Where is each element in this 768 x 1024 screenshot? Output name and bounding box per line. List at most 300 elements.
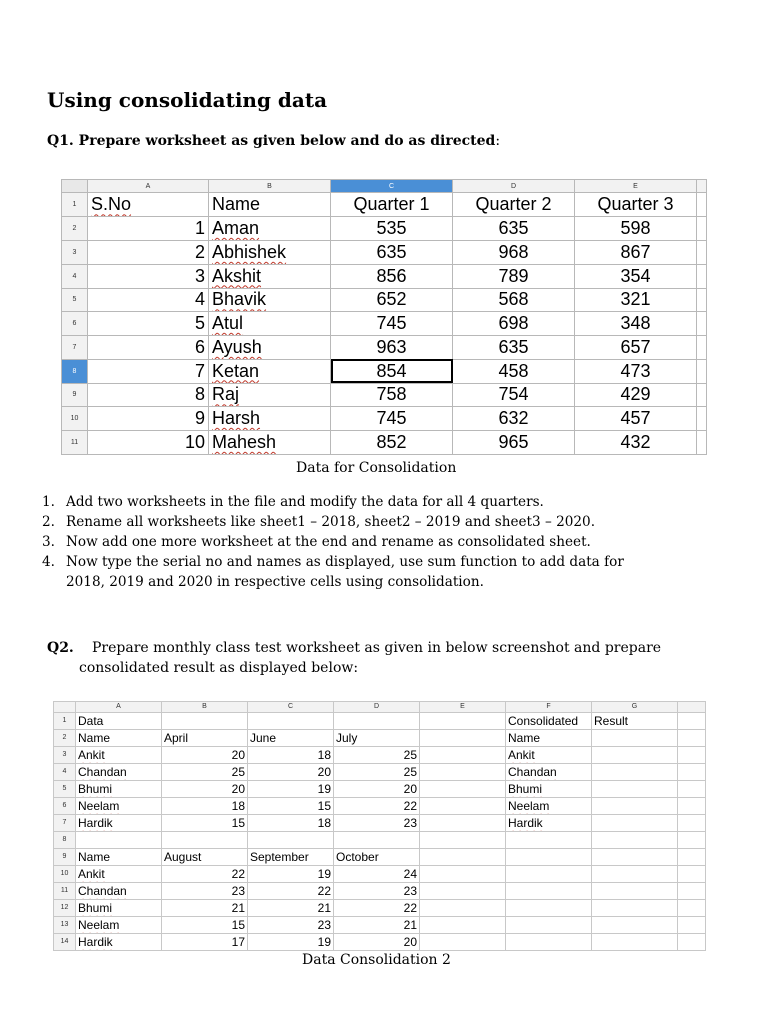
table-cell[interactable] (420, 849, 506, 866)
table-cell[interactable] (592, 849, 678, 866)
row-header-2[interactable]: 2 (62, 217, 88, 241)
cell-text: Bhavik (212, 289, 267, 310)
table-cell[interactable] (162, 815, 248, 832)
table-cell[interactable] (331, 240, 453, 264)
table-cell[interactable] (506, 747, 592, 764)
cell-text: 432 (620, 432, 651, 453)
instruction-text: Rename all worksheets like sheet1 – 2018, sheet2 – 2019 and sheet3 – 2020. (66, 514, 596, 530)
cell-text: Quarter 2 (475, 194, 552, 215)
column-header-a[interactable]: A (76, 702, 162, 713)
cell-text: 458 (498, 360, 529, 381)
table-cell[interactable] (76, 934, 162, 951)
table-cell[interactable] (592, 934, 678, 951)
cell-text: 23 (403, 816, 417, 830)
table-cell[interactable] (331, 288, 453, 312)
table-cell[interactable] (420, 747, 506, 764)
row-header-6[interactable]: 6 (62, 312, 88, 336)
cell-text: 657 (620, 336, 651, 357)
table-cell[interactable] (420, 832, 506, 849)
page-title: Using consolidating data (47, 88, 328, 112)
table-cell[interactable] (331, 264, 453, 288)
row-header-11[interactable]: 11 (54, 883, 76, 900)
row-spacer (678, 781, 706, 798)
column-header-f[interactable]: F (506, 702, 592, 713)
row-header-3[interactable]: 3 (54, 747, 76, 764)
table-cell[interactable] (76, 781, 162, 798)
cell-text: 22 (231, 867, 245, 881)
cell-text: 24 (403, 867, 417, 881)
cell-text: 18 (317, 748, 331, 762)
row-spacer (678, 934, 706, 951)
column-header-e[interactable]: E (420, 702, 506, 713)
column-header-e[interactable]: E (575, 180, 697, 193)
table-cell[interactable] (592, 815, 678, 832)
instruction-number: 1. (42, 494, 55, 510)
table-cell[interactable] (575, 359, 697, 383)
row-header-9[interactable]: 9 (54, 849, 76, 866)
table-cell[interactable] (575, 288, 697, 312)
table-cell[interactable] (420, 798, 506, 815)
table-cell[interactable] (88, 217, 209, 241)
cell-text: 965 (498, 432, 529, 453)
table-cell[interactable] (162, 883, 248, 900)
table-cell[interactable] (76, 900, 162, 917)
table-cell[interactable] (331, 217, 453, 241)
cell-text: 6 (194, 336, 205, 357)
table-cell[interactable] (453, 312, 575, 336)
table-cell[interactable] (162, 764, 248, 781)
table-cell[interactable] (334, 781, 420, 798)
table-cell[interactable] (506, 934, 592, 951)
table-cell[interactable] (248, 730, 334, 747)
question-1 (47, 133, 500, 149)
header-cell[interactable] (88, 193, 209, 217)
table-cell[interactable] (575, 383, 697, 407)
cell-text: Bhumi (78, 901, 113, 915)
cell-text: 457 (620, 408, 651, 429)
cell-text: Quarter 3 (597, 194, 674, 215)
cell-text: Ankit (78, 748, 105, 762)
column-header-d[interactable]: D (453, 180, 575, 193)
cell-text: 25 (231, 765, 245, 779)
table-cell[interactable] (592, 764, 678, 781)
table-cell[interactable] (506, 798, 592, 815)
table-cell[interactable] (248, 900, 334, 917)
cell-text: 856 (376, 265, 407, 286)
cell-text: 854 (376, 360, 407, 381)
row-header-1[interactable]: 1 (54, 713, 76, 730)
cell-text: 25 (403, 765, 417, 779)
table-cell[interactable] (88, 407, 209, 431)
table-cell[interactable] (162, 934, 248, 951)
cell-text: 21 (231, 901, 245, 915)
table-cell[interactable] (420, 934, 506, 951)
row-header-13[interactable]: 13 (54, 917, 76, 934)
table-cell[interactable] (248, 849, 334, 866)
row-spacer (697, 264, 707, 288)
cell-text: Bhumi (508, 782, 543, 796)
row-spacer (678, 917, 706, 934)
table-cell[interactable] (209, 312, 331, 336)
table-cell[interactable] (331, 312, 453, 336)
table-cell[interactable] (209, 288, 331, 312)
table-cell[interactable] (420, 730, 506, 747)
cell-text: Abhishek (212, 241, 287, 262)
row-spacer (697, 336, 707, 360)
table-cell[interactable] (76, 730, 162, 747)
row-spacer (678, 883, 706, 900)
column-header-b[interactable]: B (209, 180, 331, 193)
row-header-10[interactable]: 10 (54, 866, 76, 883)
table-cell[interactable] (334, 730, 420, 747)
worksheet-2 (53, 701, 706, 951)
header-cell[interactable] (575, 193, 697, 217)
row-header-4[interactable]: 4 (54, 764, 76, 781)
table-cell[interactable] (506, 900, 592, 917)
cell-text: 21 (317, 901, 331, 915)
table-cell[interactable] (334, 866, 420, 883)
table-cell[interactable] (334, 934, 420, 951)
cell-text: Name (78, 850, 111, 864)
row-spacer (697, 288, 707, 312)
cell-text: 10 (184, 432, 205, 453)
row-header-11[interactable]: 11 (62, 431, 88, 455)
cell-text: Atul (212, 313, 244, 334)
table-cell[interactable] (420, 781, 506, 798)
cell-text: Chandan (78, 765, 127, 779)
table-cell[interactable] (592, 713, 678, 730)
table-cell[interactable] (506, 764, 592, 781)
table-cell[interactable] (76, 883, 162, 900)
cell-text: Aman (212, 218, 260, 239)
table-cell[interactable] (248, 713, 334, 730)
table-cell[interactable] (331, 336, 453, 360)
cell-text: 698 (498, 313, 529, 334)
cell-text: Name (78, 731, 111, 745)
table-cell[interactable] (592, 832, 678, 849)
cell-text: 1 (194, 218, 205, 239)
cell-text: 9 (194, 408, 205, 429)
table-cell[interactable] (575, 312, 697, 336)
table-cell[interactable] (420, 917, 506, 934)
instruction-text: Now type the serial no and names as displayed, use sum function to add data for (66, 554, 624, 570)
column-header-a[interactable]: A (88, 180, 209, 193)
column-header-c[interactable]: C (248, 702, 334, 713)
cell-text: Ketan (212, 360, 260, 381)
row-spacer (697, 407, 707, 431)
header-cell[interactable] (453, 193, 575, 217)
cell-text: 635 (376, 241, 407, 262)
cell-text: 429 (620, 384, 651, 405)
cell-text: Ankit (508, 748, 535, 762)
cell-text: 15 (231, 816, 245, 830)
row-spacer (678, 832, 706, 849)
table-cell[interactable] (453, 288, 575, 312)
column-header-spacer (697, 180, 707, 193)
table-cell[interactable] (575, 336, 697, 360)
cell-text: 5 (194, 313, 205, 334)
table-cell[interactable] (88, 288, 209, 312)
table-cell[interactable] (248, 917, 334, 934)
table-cell[interactable] (248, 747, 334, 764)
table-cell[interactable] (209, 383, 331, 407)
row-header-5[interactable]: 5 (54, 781, 76, 798)
question-1-label: Q1. Prepare worksheet as given below and do as directed (47, 133, 496, 149)
instruction-text: Add two worksheets in the file and modify the data for all 4 quarters. (66, 494, 544, 510)
table-cell[interactable] (76, 832, 162, 849)
cell-text: 635 (498, 336, 529, 357)
row-header-1[interactable]: 1 (62, 193, 88, 217)
table-cell[interactable] (209, 431, 331, 455)
select-all-corner[interactable] (62, 180, 88, 193)
select-all-corner[interactable] (54, 702, 76, 713)
table-cell[interactable] (209, 240, 331, 264)
table-cell[interactable] (575, 240, 697, 264)
table-cell[interactable] (334, 815, 420, 832)
row-header-3[interactable]: 3 (62, 240, 88, 264)
cell-text: Neelam (78, 799, 120, 813)
cell-text: 20 (403, 782, 417, 796)
column-header-c[interactable]: C (331, 180, 453, 193)
table-cell[interactable] (162, 900, 248, 917)
instruction-number: 3. (42, 534, 55, 550)
table-cell[interactable] (420, 900, 506, 917)
table-cell[interactable] (420, 866, 506, 883)
table-cell[interactable] (248, 883, 334, 900)
table-cell[interactable] (248, 866, 334, 883)
table-cell[interactable] (453, 240, 575, 264)
row-header-10[interactable]: 10 (62, 407, 88, 431)
table-cell[interactable] (76, 849, 162, 866)
instruction-list (42, 492, 732, 592)
row-spacer (678, 764, 706, 781)
table-cell[interactable] (334, 832, 420, 849)
cell-text: 2 (194, 241, 205, 262)
cell-text: Quarter 1 (353, 194, 430, 215)
cell-text: 22 (317, 884, 331, 898)
cell-text: Name (212, 194, 261, 215)
table-cell[interactable] (88, 431, 209, 455)
table-cell[interactable] (162, 866, 248, 883)
cell-text: 745 (376, 313, 407, 334)
cell-text: Ankit (78, 867, 105, 881)
question-2-label: Q2. (47, 640, 74, 656)
table-cell[interactable] (162, 747, 248, 764)
table-cell[interactable] (88, 383, 209, 407)
table-cell[interactable] (420, 815, 506, 832)
cell-text: 23 (231, 884, 245, 898)
column-header-b[interactable]: B (162, 702, 248, 713)
table-cell[interactable] (76, 747, 162, 764)
table-cell[interactable] (331, 359, 453, 383)
row-header-5[interactable]: 5 (62, 288, 88, 312)
table-cell[interactable] (453, 407, 575, 431)
table-cell[interactable] (506, 713, 592, 730)
cell-text: 23 (403, 884, 417, 898)
cell-text: Ayush (212, 336, 262, 357)
cell-text: August (164, 850, 202, 864)
row-spacer (678, 730, 706, 747)
row-header-7[interactable]: 7 (54, 815, 76, 832)
table-cell[interactable] (162, 730, 248, 747)
table-cell[interactable] (162, 781, 248, 798)
cell-text: Hardik (78, 935, 113, 949)
cell-text: 15 (317, 799, 331, 813)
table-cell[interactable] (592, 781, 678, 798)
row-header-4[interactable]: 4 (62, 264, 88, 288)
table-cell[interactable] (248, 815, 334, 832)
cell-text: June (250, 731, 277, 745)
table-cell[interactable] (506, 730, 592, 747)
table-cell[interactable] (575, 407, 697, 431)
table-cell[interactable] (162, 917, 248, 934)
row-spacer (678, 849, 706, 866)
table-cell[interactable] (331, 383, 453, 407)
table-cell[interactable] (506, 815, 592, 832)
table-cell[interactable] (592, 883, 678, 900)
table-cell[interactable] (575, 431, 697, 455)
cell-text: 15 (231, 918, 245, 932)
table-cell[interactable] (88, 264, 209, 288)
row-header-6[interactable]: 6 (54, 798, 76, 815)
table-cell[interactable] (420, 883, 506, 900)
cell-text: 20 (231, 748, 245, 762)
row-header-7[interactable]: 7 (62, 336, 88, 360)
table-cell[interactable] (248, 798, 334, 815)
table-cell[interactable] (453, 359, 575, 383)
cell-text: 598 (620, 218, 651, 239)
cell-text: 3 (194, 265, 205, 286)
table-cell[interactable] (331, 431, 453, 455)
table-cell[interactable] (162, 832, 248, 849)
table-cell[interactable] (162, 798, 248, 815)
column-header-g[interactable]: G (592, 702, 678, 713)
table-cell[interactable] (76, 798, 162, 815)
table-cell[interactable] (334, 917, 420, 934)
table-cell[interactable] (453, 336, 575, 360)
table-cell[interactable] (592, 900, 678, 917)
table-cell[interactable] (592, 798, 678, 815)
table-cell[interactable] (76, 917, 162, 934)
cell-text: 354 (620, 265, 651, 286)
table-cell[interactable] (592, 747, 678, 764)
cell-text: 19 (317, 935, 331, 949)
table-cell[interactable] (334, 798, 420, 815)
table-cell[interactable] (334, 883, 420, 900)
instruction-item (42, 532, 732, 552)
table-cell[interactable] (76, 713, 162, 730)
table-cell[interactable] (453, 217, 575, 241)
cell-text: Chandan (78, 884, 127, 898)
row-header-14[interactable]: 14 (54, 934, 76, 951)
cell-text: Result (594, 714, 629, 728)
table-cell[interactable] (506, 849, 592, 866)
table-cell[interactable] (592, 866, 678, 883)
table-cell[interactable] (506, 883, 592, 900)
instruction-item (42, 512, 732, 532)
table-cell[interactable] (248, 832, 334, 849)
table-cell[interactable] (592, 917, 678, 934)
table-cell[interactable] (334, 713, 420, 730)
table-cell[interactable] (162, 713, 248, 730)
cell-text: Consolidated (508, 714, 579, 728)
table-cell[interactable] (76, 866, 162, 883)
table-cell[interactable] (209, 336, 331, 360)
row-header-8[interactable]: 8 (62, 359, 88, 383)
table-cell[interactable] (592, 730, 678, 747)
table-cell[interactable] (506, 832, 592, 849)
row-header-12[interactable]: 12 (54, 900, 76, 917)
table-cell[interactable] (248, 934, 334, 951)
table-cell[interactable] (334, 747, 420, 764)
table-cell[interactable] (506, 781, 592, 798)
table-cell[interactable] (88, 336, 209, 360)
table-cell[interactable] (209, 217, 331, 241)
row-spacer (697, 312, 707, 336)
table-cell[interactable] (248, 781, 334, 798)
cell-text: April (164, 731, 189, 745)
header-cell[interactable] (209, 193, 331, 217)
table-cell[interactable] (248, 764, 334, 781)
row-header-8[interactable]: 8 (54, 832, 76, 849)
column-header-spacer (678, 702, 706, 713)
table-cell[interactable] (453, 383, 575, 407)
table-cell[interactable] (334, 764, 420, 781)
question-2-line-1: Prepare monthly class test worksheet as given in below screenshot and prepare (92, 640, 662, 656)
table-cell[interactable] (331, 407, 453, 431)
cell-text: 867 (620, 241, 651, 262)
table-cell[interactable] (420, 713, 506, 730)
cell-text: Akshit (212, 265, 262, 286)
table-cell[interactable] (575, 264, 697, 288)
row-header-9[interactable]: 9 (62, 383, 88, 407)
table-cell[interactable] (88, 312, 209, 336)
table-cell[interactable] (453, 264, 575, 288)
table-cell[interactable] (209, 407, 331, 431)
table-cell[interactable] (506, 917, 592, 934)
table-cell[interactable] (76, 815, 162, 832)
row-header-2[interactable]: 2 (54, 730, 76, 747)
cell-text: 632 (498, 408, 529, 429)
header-cell[interactable] (331, 193, 453, 217)
row-spacer (678, 713, 706, 730)
cell-text: October (336, 850, 379, 864)
cell-text: Name (508, 731, 541, 745)
table-cell[interactable] (575, 217, 697, 241)
table-cell[interactable] (420, 764, 506, 781)
table-cell[interactable] (76, 764, 162, 781)
table-cell[interactable] (88, 240, 209, 264)
table-cell[interactable] (209, 359, 331, 383)
cell-text: Raj (212, 384, 240, 405)
cell-text: Harsh (212, 408, 261, 429)
table-cell[interactable] (209, 264, 331, 288)
cell-text: Hardik (508, 816, 543, 830)
cell-text: S.No (91, 194, 132, 215)
cell-text: 20 (317, 765, 331, 779)
table-cell[interactable] (88, 359, 209, 383)
table-cell[interactable] (334, 849, 420, 866)
table-cell[interactable] (334, 900, 420, 917)
table-cell[interactable] (162, 849, 248, 866)
column-header-d[interactable]: D (334, 702, 420, 713)
cell-text: 7 (194, 360, 205, 381)
caption-data-for-consolidation: Data for Consolidation (296, 460, 457, 476)
table-cell[interactable] (506, 866, 592, 883)
cell-text: 321 (620, 289, 651, 310)
row-spacer (697, 383, 707, 407)
table-cell[interactable] (453, 431, 575, 455)
